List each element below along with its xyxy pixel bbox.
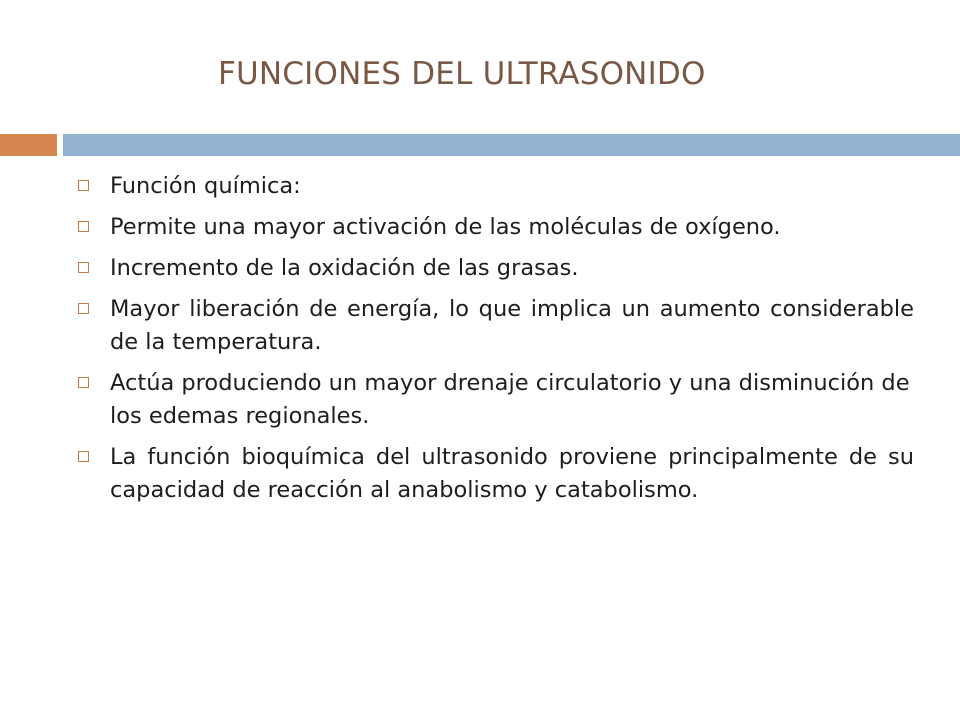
- list-item: [76, 441, 914, 507]
- list-item: [76, 252, 914, 285]
- list-item-text: Función química:: [110, 173, 301, 199]
- hollow-square-icon: [78, 377, 89, 388]
- hollow-square-icon: [78, 262, 89, 273]
- list-item-text: Incremento de la oxidación de las grasas.: [110, 255, 579, 281]
- list-item-text: Mayor liberación de energía, lo que implica un aumento considerable de la temperatura.: [110, 296, 914, 355]
- slide-title: FUNCIONES DEL ULTRASONIDO: [218, 56, 706, 92]
- list-item-text: Actúa produciendo un mayor drenaje circulatorio y una disminución de los edemas regionales.: [110, 370, 910, 429]
- list-item-text: La función bioquímica del ultrasonido proviene principalmente de su capacidad de reacción al anabolismo y catabolismo.: [110, 444, 914, 503]
- accent-bar-left: [0, 134, 57, 156]
- hollow-square-icon: [78, 451, 89, 462]
- accent-bar-right: [63, 134, 960, 156]
- list-item: [76, 293, 914, 359]
- list-item: [76, 367, 914, 433]
- hollow-square-icon: [78, 221, 89, 232]
- hollow-square-icon: [78, 180, 89, 191]
- list-item-text: Permite una mayor activación de las moléculas de oxígeno.: [110, 214, 781, 240]
- bullet-list: [76, 170, 914, 515]
- list-item: [76, 170, 914, 203]
- list-item: [76, 211, 914, 244]
- hollow-square-icon: [78, 303, 89, 314]
